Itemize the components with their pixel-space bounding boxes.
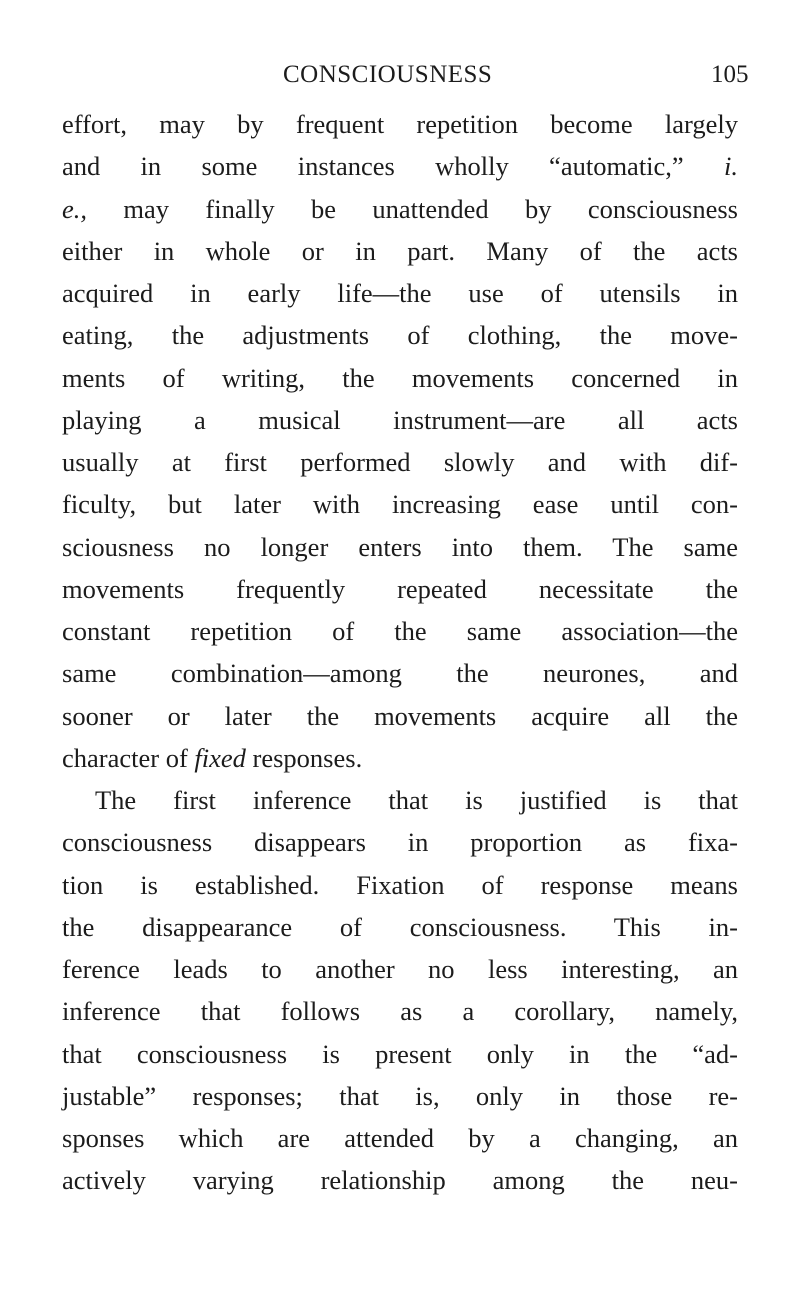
italic-term: fixed bbox=[194, 742, 246, 773]
text-line: playing a musical instrument—are all acts bbox=[62, 404, 738, 435]
text-line: sponses which are attended by a changing, an bbox=[62, 1123, 738, 1153]
paragraph-end-line: character of fixed responses. bbox=[62, 742, 363, 773]
text-line: tion is established. Fixation of response means bbox=[62, 869, 738, 900]
text-line: actively varying relationship among the neu- bbox=[62, 1165, 738, 1196]
text-line: effort, may by frequent repetition become largely bbox=[62, 109, 738, 139]
text-line: ments of writing, the movements concerned in bbox=[62, 362, 738, 393]
text-line: justable” responses; that is, only in those re- bbox=[62, 1080, 738, 1111]
text-line: eating, the adjustments of clothing, the move- bbox=[62, 320, 738, 351]
text-line: sooner or later the movements acquire all the bbox=[62, 700, 738, 731]
italic-abbreviation: i. bbox=[724, 151, 739, 182]
text-line: ficulty, but later with increasing ease until con- bbox=[62, 489, 738, 520]
text-line: sciousness no longer enters into them. The same bbox=[62, 531, 738, 562]
text-line: the disappearance of consciousness. This in- bbox=[62, 911, 738, 942]
body-text bbox=[62, 103, 738, 1202]
text-line: usually at first performed slowly and with dif- bbox=[62, 447, 738, 477]
running-head bbox=[0, 58, 801, 92]
text-line: that consciousness is present only in the “ad- bbox=[62, 1038, 738, 1069]
text-line: ference leads to another no less interesting, an bbox=[62, 954, 738, 984]
text-line: constant repetition of the same association—the bbox=[62, 616, 738, 646]
text-line: same combination—among the neurones, and bbox=[62, 658, 738, 689]
page-number: 105 bbox=[711, 61, 749, 88]
text-line: e., may finally be unattended by consciousness bbox=[62, 193, 738, 224]
text-line: either in whole or in part. Many of the acts bbox=[62, 235, 738, 266]
paragraph-start-line: The first inference that is justified is that bbox=[95, 785, 738, 815]
text-line: movements frequently repeated necessitate the bbox=[62, 573, 738, 604]
text-line: and in some instances wholly “automatic,” i. bbox=[62, 151, 739, 182]
text-line: consciousness disappears in proportion as fixa- bbox=[62, 827, 738, 858]
italic-abbreviation: e., bbox=[62, 193, 88, 224]
running-title: CONSCIOUSNESS bbox=[283, 61, 493, 88]
text-line: acquired in early life—the use of utensils in bbox=[62, 278, 738, 308]
text-line: inference that follows as a corollary, namely, bbox=[62, 996, 738, 1027]
